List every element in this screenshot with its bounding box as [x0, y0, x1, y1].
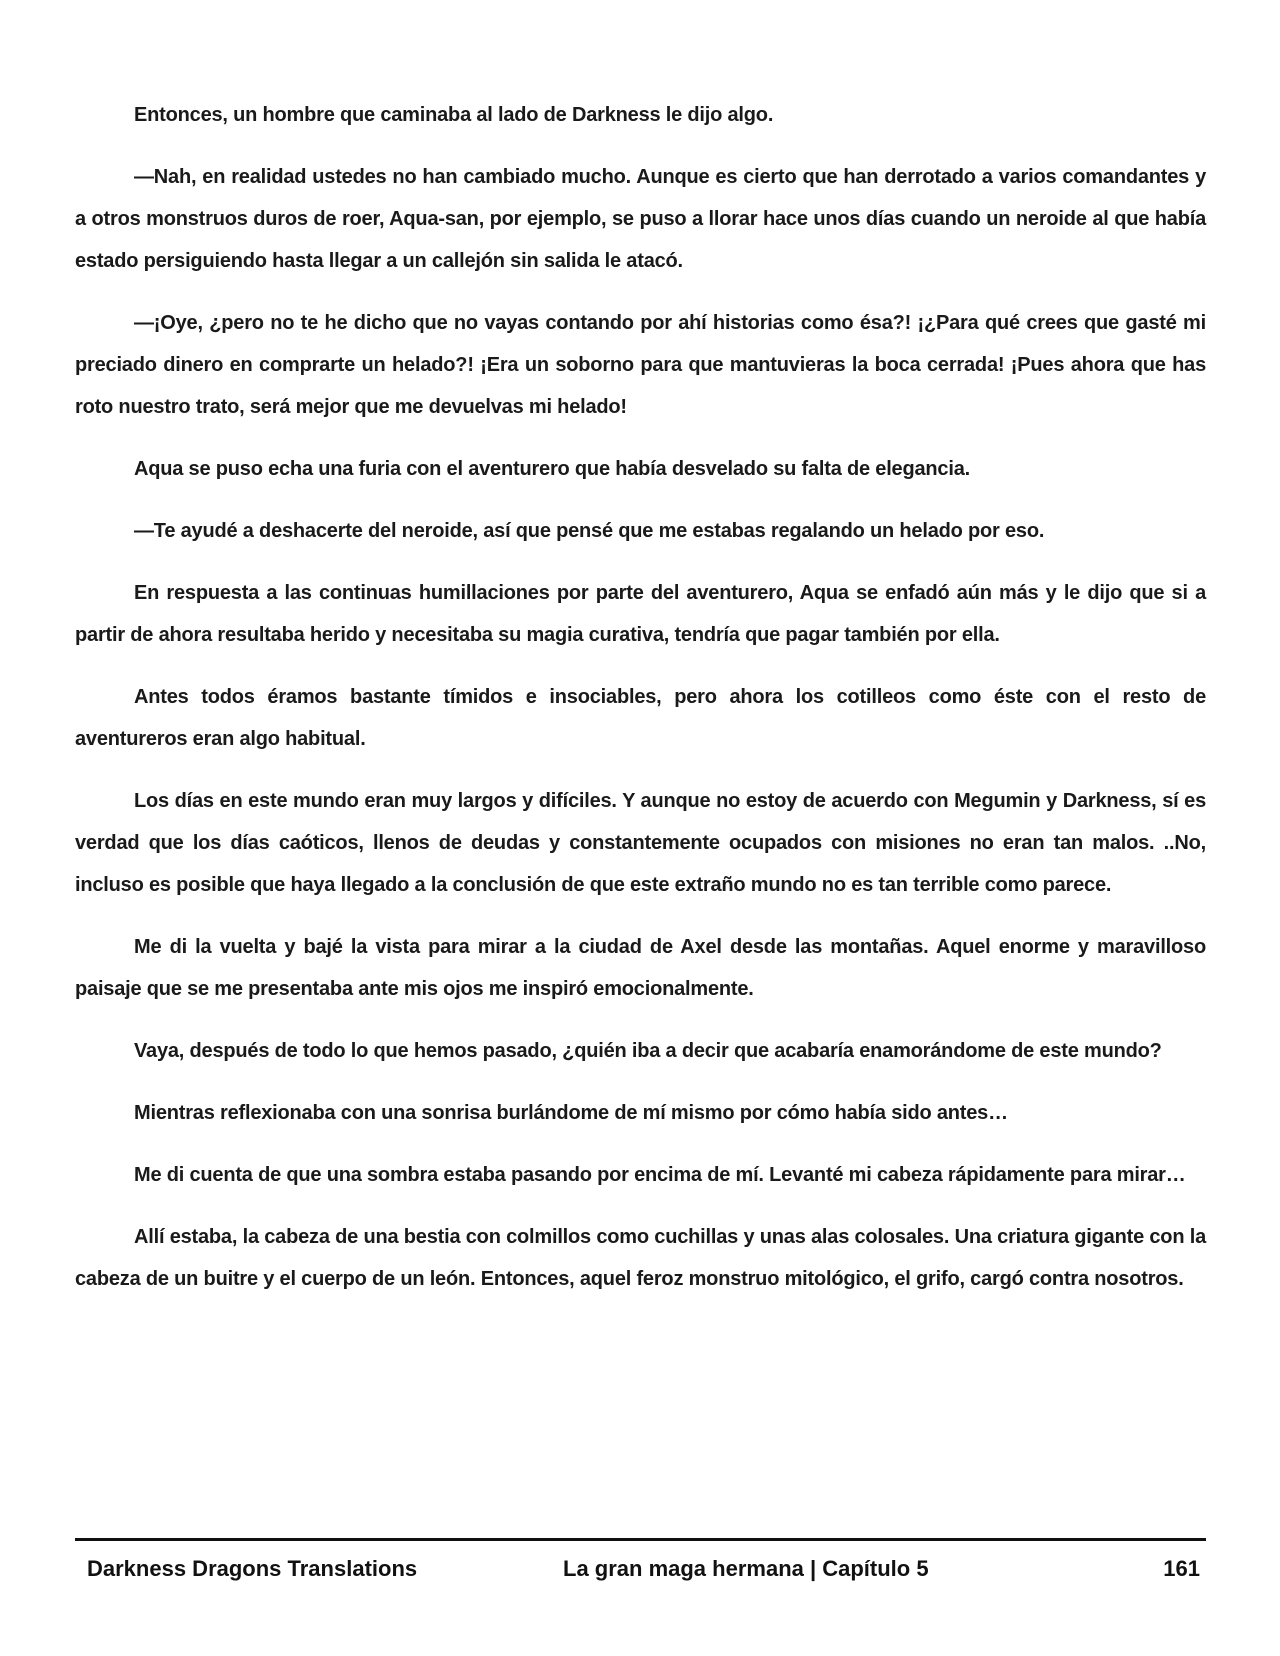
paragraph: Entonces, un hombre que caminaba al lado de Darkness le dijo algo. — [134, 104, 774, 126]
paragraph: Los días en este mundo eran muy largos y difíciles. Y aunque no estoy de acuerdo con Megumin y Darkness, sí es verdad que los días caóticos, llenos de deudas y constantemente ocupados con misiones no eran tan malos. ..No, incluso es posible que haya llegado a la conclusión de que este extraño mundo no es tan terrible como parece. — [75, 790, 1206, 896]
paragraph: Aqua se puso echa una furia con el aventurero que había desvelado su falta de elegancia. — [134, 458, 970, 480]
paragraph: Allí estaba, la cabeza de una bestia con colmillos como cuchillas y unas alas colosales. Una criatura gigante con la cabeza de un buitre y el cuerpo de un león. Entonces, aquel feroz monstruo mitológico, el grifo, cargó contra nosotros. — [75, 1226, 1206, 1290]
paragraph: Vaya, después de todo lo que hemos pasado, ¿quién iba a decir que acabaría enamorándome de este mundo? — [134, 1040, 1162, 1062]
footer-chapter-title: La gran maga hermana | Capítulo 5 — [563, 1556, 929, 1581]
paragraph: Mientras reflexionaba con una sonrisa burlándome de mí mismo por cómo había sido antes… — [134, 1102, 1008, 1124]
paragraph: —Te ayudé a deshacerte del neroide, así que pensé que me estabas regalando un helado por eso. — [134, 520, 1045, 542]
page-footer — [75, 1548, 1206, 1588]
footer-publisher: Darkness Dragons Translations — [87, 1556, 418, 1581]
footer-page-number: 161 — [1163, 1556, 1200, 1581]
paragraph: Me di cuenta de que una sombra estaba pasando por encima de mí. Levanté mi cabeza rápidamente para mirar… — [134, 1164, 1186, 1186]
paragraph: Me di la vuelta y bajé la vista para mirar a la ciudad de Axel desde las montañas. Aquel enorme y maravilloso paisaje que se me presentaba ante mis ojos me inspiró emocionalmente. — [75, 936, 1206, 1000]
footer-divider — [75, 1538, 1206, 1541]
paragraph: —¡Oye, ¿pero no te he dicho que no vayas contando por ahí historias como ésa?! ¡¿Para qué crees que gasté mi preciado dinero en comprarte un helado?! ¡Era un soborno para que mantuvieras la boca cerrada! ¡Pues ahora que has roto nuestro trato, será mejor que me devuelvas mi helado! — [75, 312, 1206, 418]
page-body — [75, 94, 1206, 1320]
paragraph: En respuesta a las continuas humillaciones por parte del aventurero, Aqua se enfadó aún más y le dijo que si a partir de ahora resultaba herido y necesitaba su magia curativa, tendría que pagar también por ella. — [75, 582, 1206, 646]
paragraph: —Nah, en realidad ustedes no han cambiado mucho. Aunque es cierto que han derrotado a varios comandantes y a otros monstruos duros de roer, Aqua-san, por ejemplo, se puso a llorar hace unos días cuando un neroide al que había estado persiguiendo hasta llegar a un callejón sin salida le atacó. — [75, 166, 1206, 272]
paragraph: Antes todos éramos bastante tímidos e insociables, pero ahora los cotilleos como éste con el resto de aventureros eran algo habitual. — [75, 686, 1206, 750]
